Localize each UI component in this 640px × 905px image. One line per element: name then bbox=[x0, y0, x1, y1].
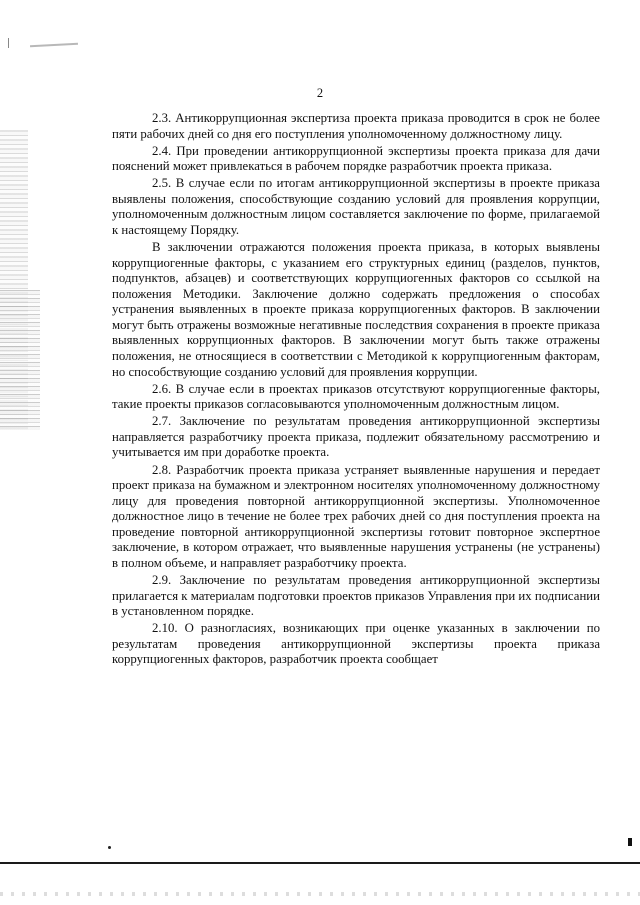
paragraph-2-7: 2.7. Заключение по результатам проведения антикоррупционной экспертизы направляется разработчику проекта приказа, подлежит обязательному рассмотрению и учитывается им при доработке проекта. bbox=[112, 414, 600, 460]
scan-scribble-mark bbox=[30, 43, 78, 48]
bottom-corner-mark bbox=[628, 838, 632, 846]
paragraph-conclusion-contents: В заключении отражаются положения проекта приказа, в которых выявлены коррупциогенные факторы, с указанием его структурных единиц (разделов, пунктов, подпунктов, абзацев) и соответствующих коррупциогенных факторов со ссылкой на положения Методики. Заключение должно содержать предложения о способах устранения выявленных в проекте приказа коррупциогенных факторов. В заключении могут быть отражены возможные негативные последствия сохранения в проекте приказа выявленных коррупционных факторов. В заключении могут быть также отражены положения, не относящиеся в соответствии с Методикой к коррупциогенным факторам, но способствующие созданию условий для проявления коррупции. bbox=[112, 240, 600, 379]
document-body bbox=[112, 111, 600, 669]
bottom-scan-rule bbox=[0, 862, 640, 864]
paragraph-2-3: 2.3. Антикоррупционная экспертиза проекта приказа проводится в срок не более пяти рабочих дней со дня его поступления уполномоченному должностному лицу. bbox=[112, 111, 600, 141]
paragraph-2-6: 2.6. В случае если в проектах приказов отсутствуют коррупциогенные факторы, такие проекты приказов согласовываются уполномоченным должностным лицом. bbox=[112, 381, 600, 412]
scan-tick-mark bbox=[8, 38, 9, 48]
scan-edge-artifact-dark bbox=[0, 290, 40, 430]
bottom-scan-fringe bbox=[0, 892, 640, 896]
page-number: 2 bbox=[316, 86, 324, 100]
paragraph-2-10: 2.10. О разногласиях, возникающих при оценке указанных в заключении по результатам проведения антикоррупционной экспертизы проекта приказа коррупциогенных факторов, разработчик проекта сообщает bbox=[112, 621, 600, 667]
paragraph-2-4: 2.4. При проведении антикоррупционной экспертизы проекта приказа для дачи пояснений может привлекаться в рабочем порядке разработчик проекта приказа. bbox=[112, 143, 600, 174]
paragraph-2-8: 2.8. Разработчик проекта приказа устраняет выявленные нарушения и передает проект приказа на бумажном и электронном носителях уполномоченному должностному лицу для проведения повторной антикоррупционной экспертизы. Уполномоченное должностное лицо в течение не более трех рабочих дней со дня поступления проекта на проведение повторной антикоррупционной экспертизы готовит повторное экспертное заключение, в котором отражает, что выявленные нарушения устранены (не устранены) в полном объеме, и направляет разработчику проекта. bbox=[112, 462, 600, 570]
bottom-dot-mark bbox=[108, 846, 111, 849]
paragraph-2-9: 2.9. Заключение по результатам проведения антикоррупционной экспертизы прилагается к материалам подготовки проектов приказов Управления при их подписании в установленном порядке. bbox=[112, 573, 600, 619]
paragraph-2-5: 2.5. В случае если по итогам антикоррупционной экспертизы в проекте приказа выявлены положения, способствующие созданию условий для проявления коррупции, уполномоченным должностным лицом составляется заключение по форме, прилагаемой к настоящему Порядку. bbox=[112, 176, 600, 238]
